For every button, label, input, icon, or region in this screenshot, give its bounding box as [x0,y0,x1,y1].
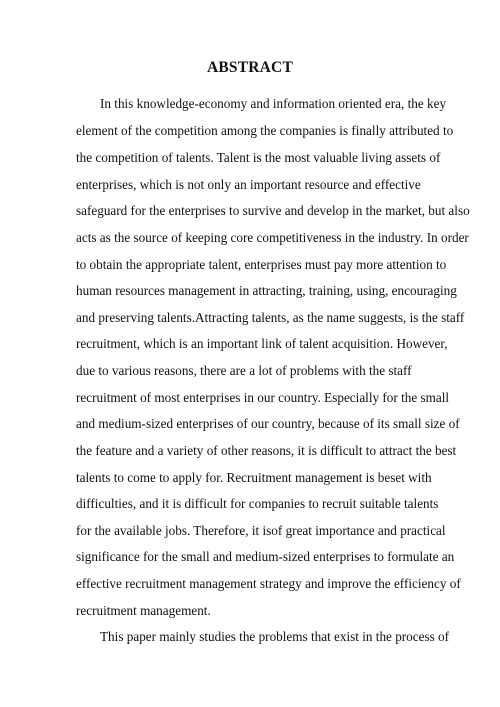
paragraph-line: difficulties, and it is difficult for companies to recruit suitable talents [76,496,439,511]
paragraph-line: element of the competition among the companies is finally attributed to [76,123,454,138]
paragraph-line: enterprises, which is not only an important resource and effective [76,177,421,192]
paragraph-line: human resources management in attracting, training, using, encouraging [76,283,457,298]
paragraph-line: acts as the source of keeping core competitiveness in the industry. In order [76,230,469,245]
paragraph-line: safeguard for the enterprises to survive and develop in the market, but also [76,203,470,218]
paragraph-line: effective recruitment management strategy and improve the efficiency of [76,576,461,591]
paragraph-line: the competition of talents. Talent is the most valuable living assets of [76,150,441,165]
paragraph-line: This paper mainly studies the problems that exist in the process of [100,629,450,644]
paragraph-line: recruitment of most enterprises in our country. Especially for the small [76,390,450,405]
paragraph-line: and preserving talents.Attracting talents, as the name suggests, is the staff [76,310,465,325]
paragraph-line: talents to come to apply for. Recruitment management is beset with [76,470,432,485]
paragraph-line: the feature and a variety of other reasons, it is difficult to attract the best [76,443,457,458]
paragraph-line: significance for the small and medium-sized enterprises to formulate an [76,549,455,564]
paragraph-line: recruitment, which is an important link of talent acquisition. However, [76,336,448,351]
paragraph-line: and medium-sized enterprises of our country, because of its small size of [76,416,460,431]
paragraph-line: recruitment management. [76,603,211,618]
paragraph-line: In this knowledge-economy and information oriented era, the key [100,96,447,111]
paragraph-line: to obtain the appropriate talent, enterprises must pay more attention to [76,257,447,272]
abstract-title: ABSTRACT [206,59,293,76]
paragraph-line: due to various reasons, there are a lot of problems with the staff [76,363,412,378]
paragraph-line: for the available jobs. Therefore, it isof great importance and practical [76,523,446,538]
